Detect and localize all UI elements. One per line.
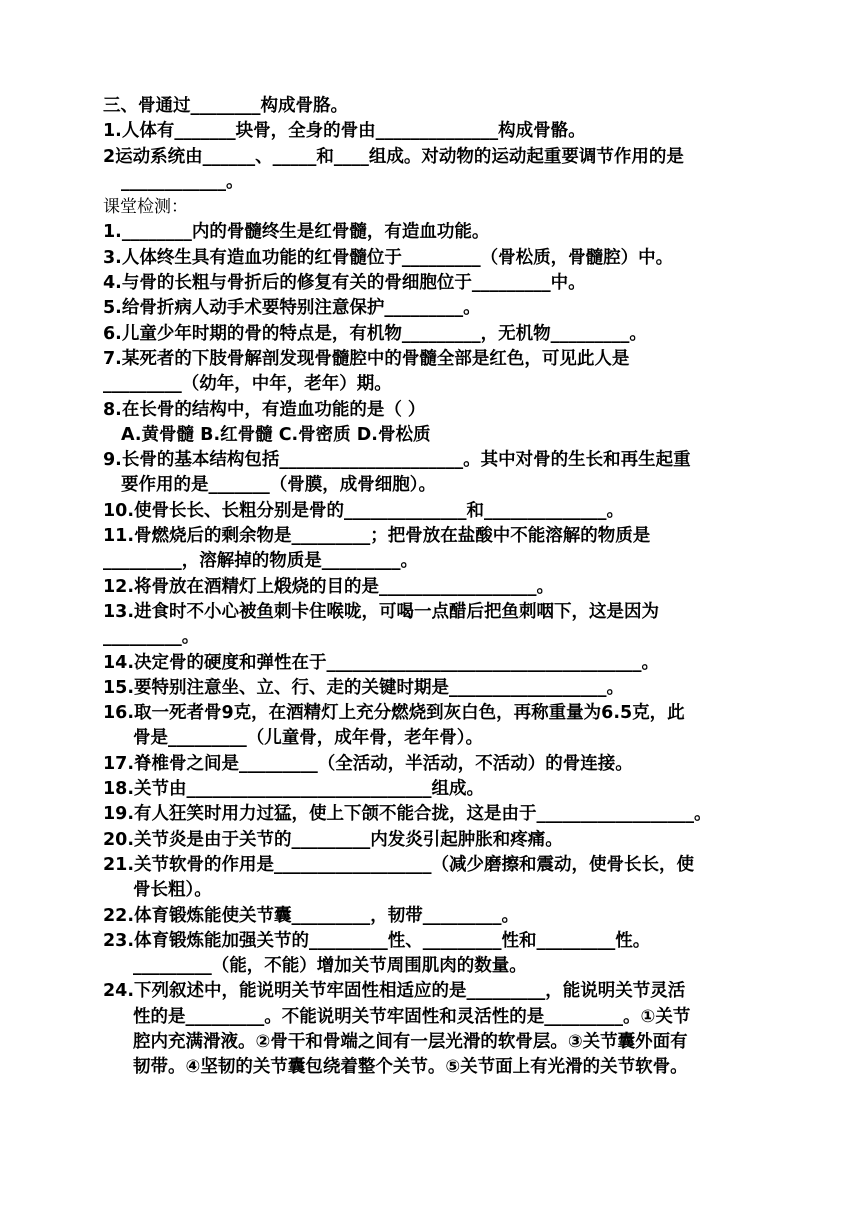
test-question-19: 19.有人狂笑时用力过猛，使上下颌不能合拢，这是由于__________________。 [103, 804, 712, 825]
test-question-17: 17.脊椎骨之间是_________（全活动，半活动，不活动）的骨连接。 [103, 753, 633, 774]
test-question-5: 5.给骨折病人动手术要特别注意保护_________。 [103, 298, 481, 319]
test-question-21-continued: 骨长粗）。 [133, 880, 212, 901]
test-question-18: 18.关节由____________________________组成。 [103, 779, 485, 800]
test-question-7-continued: _________（幼年，中年，老年）期。 [103, 374, 392, 395]
test-question-11-continued: _________，溶解掉的物质是_________。 [103, 551, 418, 572]
classroom-test-heading: 课堂检测： [103, 197, 188, 218]
test-question-22: 22.体育锻炼能使关节囊_________，韧带_________。 [103, 905, 519, 926]
test-question-13-continued: _________。 [103, 627, 200, 648]
test-question-7: 7.某死者的下肢骨解剖发现骨髓腔中的骨髓全部是红色，可见此人是 [103, 348, 630, 369]
test-question-9: 9.长骨的基本结构包括_____________________。其中对骨的生长和再生起重 [103, 450, 691, 471]
test-question-14: 14.决定骨的硬度和弹性在于____________________________________。 [103, 652, 660, 673]
test-question-12: 12.将骨放在酒精灯上煅烧的目的是__________________。 [103, 576, 554, 597]
test-question-10: 10.使骨长长、长粗分别是骨的______________和______________。 [103, 500, 624, 521]
test-question-15: 15.要特别注意坐、立、行、走的关键时期是__________________。 [103, 677, 624, 698]
test-question-24-line-2: 性的是_________。不能说明关节牢固性和灵活性的是_________。①关节 [133, 1006, 691, 1027]
test-question-24-line-4: 韧带。④坚韧的关节囊包绕着整个关节。⑤关节面上有光滑的关节软骨。 [133, 1057, 688, 1078]
test-question-23-continued: _________（能，不能）增加关节周围肌肉的数量。 [133, 956, 527, 977]
test-question-9-continued: 要作用的是_______（骨膜，成骨细胞）。 [121, 475, 436, 496]
test-question-20: 20.关节炎是由于关节的_________内发炎引起肿胀和疼痛。 [103, 829, 563, 850]
test-question-23: 23.体育锻炼能加强关节的_________性、_________性和_________性。 [103, 930, 651, 951]
worksheet-content [103, 94, 763, 1081]
section-three-heading: 三、骨通过________构成骨胳。 [103, 96, 348, 116]
question-2-continued: ____________。 [121, 171, 244, 192]
test-question-24-line-3: 腔内充满滑液。②骨干和骨端之间有一层光滑的软骨层。③关节囊外面有 [133, 1031, 688, 1052]
test-question-8-options: A.黄骨髓 B.红骨髓 C.骨密质 D.骨松质 [121, 424, 431, 445]
test-question-16: 16.取一死者骨9克，在酒精灯上充分燃烧到灰白色，再称重量为6.5克，此 [103, 703, 685, 724]
test-question-16-continued: 骨是_________（儿童骨，成年骨，老年骨）。 [133, 728, 483, 749]
test-question-21: 21.关节软骨的作用是__________________（减少磨擦和震动，使骨长长，使 [103, 854, 694, 875]
test-question-4: 4.与骨的长粗与骨折后的修复有关的骨细胞位于_________中。 [103, 273, 586, 294]
test-question-8: 8.在长骨的结构中，有造血功能的是（ ） [103, 399, 426, 420]
test-question-6: 6.儿童少年时期的骨的特点是，有机物_________，无机物_________。 [103, 323, 647, 344]
test-question-3: 3.人体终生具有造血功能的红骨髓位于_________（骨松质，骨髓腔）中。 [103, 247, 674, 268]
test-question-24: 24.下列叙述中，能说明关节牢固性相适应的是_________，能说明关节灵活 [103, 981, 686, 1002]
test-question-1: 1.________内的骨髓终生是红骨髓，有造血功能。 [103, 222, 490, 243]
test-question-13: 13.进食时不小心被鱼刺卡住喉咙，可喝一点醋后把鱼刺咽下，这是因为 [103, 601, 659, 622]
question-1-bones: 1.人体有_______块骨，全身的骨由______________构成骨骼。 [103, 121, 586, 142]
test-question-11: 11.骨燃烧后的剩余物是_________；把骨放在盐酸中不能溶解的物质是 [103, 526, 651, 547]
question-2-motor-system: 2运动系统由______、_____和____组成。对动物的运动起重要调节作用的是 [103, 146, 684, 167]
